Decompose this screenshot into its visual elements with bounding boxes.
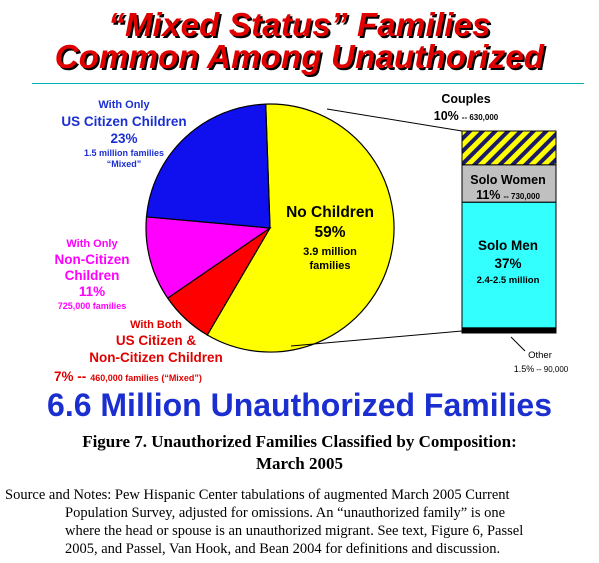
label-noncitizen-line-1: With Only [66, 238, 118, 250]
label-us-citizen-line-1: With Only [98, 99, 150, 111]
label-solo-women-detail: -- 730,000 [503, 192, 540, 201]
label-noncitizen-percent: 11% [78, 284, 106, 299]
label-other-values [514, 364, 569, 374]
label-both-percent: 7% -- [54, 369, 87, 384]
label-no-children-detail-2: families [309, 260, 351, 272]
label-no-children: No Children [286, 204, 374, 221]
bar-segment-other [462, 328, 556, 333]
label-solo-women-percent: 11% [476, 188, 501, 202]
other-leader-line [511, 337, 525, 351]
pie-chart [146, 104, 394, 352]
figure-caption-line-2: March 2005 [255, 454, 344, 473]
label-us-citizen-line-2: US Citizen Children [61, 114, 187, 129]
label-couples-percent: 10% [433, 109, 459, 123]
label-couples: Couples [441, 92, 491, 106]
figure-caption-line-1: Figure 7. Unauthorized Families Classified by Composition: [82, 432, 517, 451]
label-us-citizen-percent: 23% [110, 131, 138, 146]
label-both-percent-line [54, 369, 202, 384]
source-notes-line-1: Source and Notes: Pew Hispanic Center tabulations of augmented March 2005 Current [5, 487, 510, 503]
label-solo-men-detail: 2.4-2.5 million [476, 275, 540, 286]
chart-title-line-1: “Mixed Status” Families [108, 6, 491, 43]
label-both-line-1: With Both [130, 319, 182, 331]
source-notes-line-4: 2005, and Passel, Van Hook, and Bean 2004 for definitions and discussion. [65, 541, 501, 557]
label-no-children-percent: 59% [314, 224, 346, 241]
source-notes-line-3: where the head or spouse is an unauthorized migrant. See text, Figure 6, Passel [65, 523, 524, 539]
label-both-detail: 460,000 families (“Mixed”) [90, 373, 202, 383]
chart-title-line-2: Common Among Unauthorized [54, 38, 545, 75]
label-couples-values [434, 109, 499, 123]
label-noncitizen-line-2: Non-Citizen [54, 252, 130, 267]
label-noncitizen-line-3: Children [64, 268, 120, 283]
bar-segment-couples [462, 131, 556, 165]
label-solo-women: Solo Women [470, 173, 546, 187]
label-solo-men-percent: 37% [494, 256, 522, 271]
stacked-bar [462, 131, 556, 333]
source-notes-line-2: Population Survey, adjusted for omissions. An “unauthorized family” is one [65, 505, 506, 521]
label-us-citizen-detail-2: “Mixed” [106, 159, 142, 169]
label-both-line-2: US Citizen & [115, 333, 197, 348]
label-couples-detail: -- 630,000 [461, 113, 499, 122]
source-notes [5, 486, 595, 558]
label-solo-men: Solo Men [478, 238, 538, 253]
label-other: Other [528, 350, 552, 361]
label-both-line-3: Non-Citizen Children [89, 350, 223, 365]
label-noncitizen-detail: 725,000 families [57, 301, 127, 311]
label-us-citizen-detail-1: 1.5 million families [83, 148, 165, 158]
label-other-percent: 1.5% [513, 364, 535, 374]
label-no-children-detail-1: 3.9 million [303, 246, 357, 258]
total-families-headline: 6.6 Million Unauthorized Families [47, 387, 552, 423]
label-other-detail: -- 90,000 [536, 365, 569, 374]
